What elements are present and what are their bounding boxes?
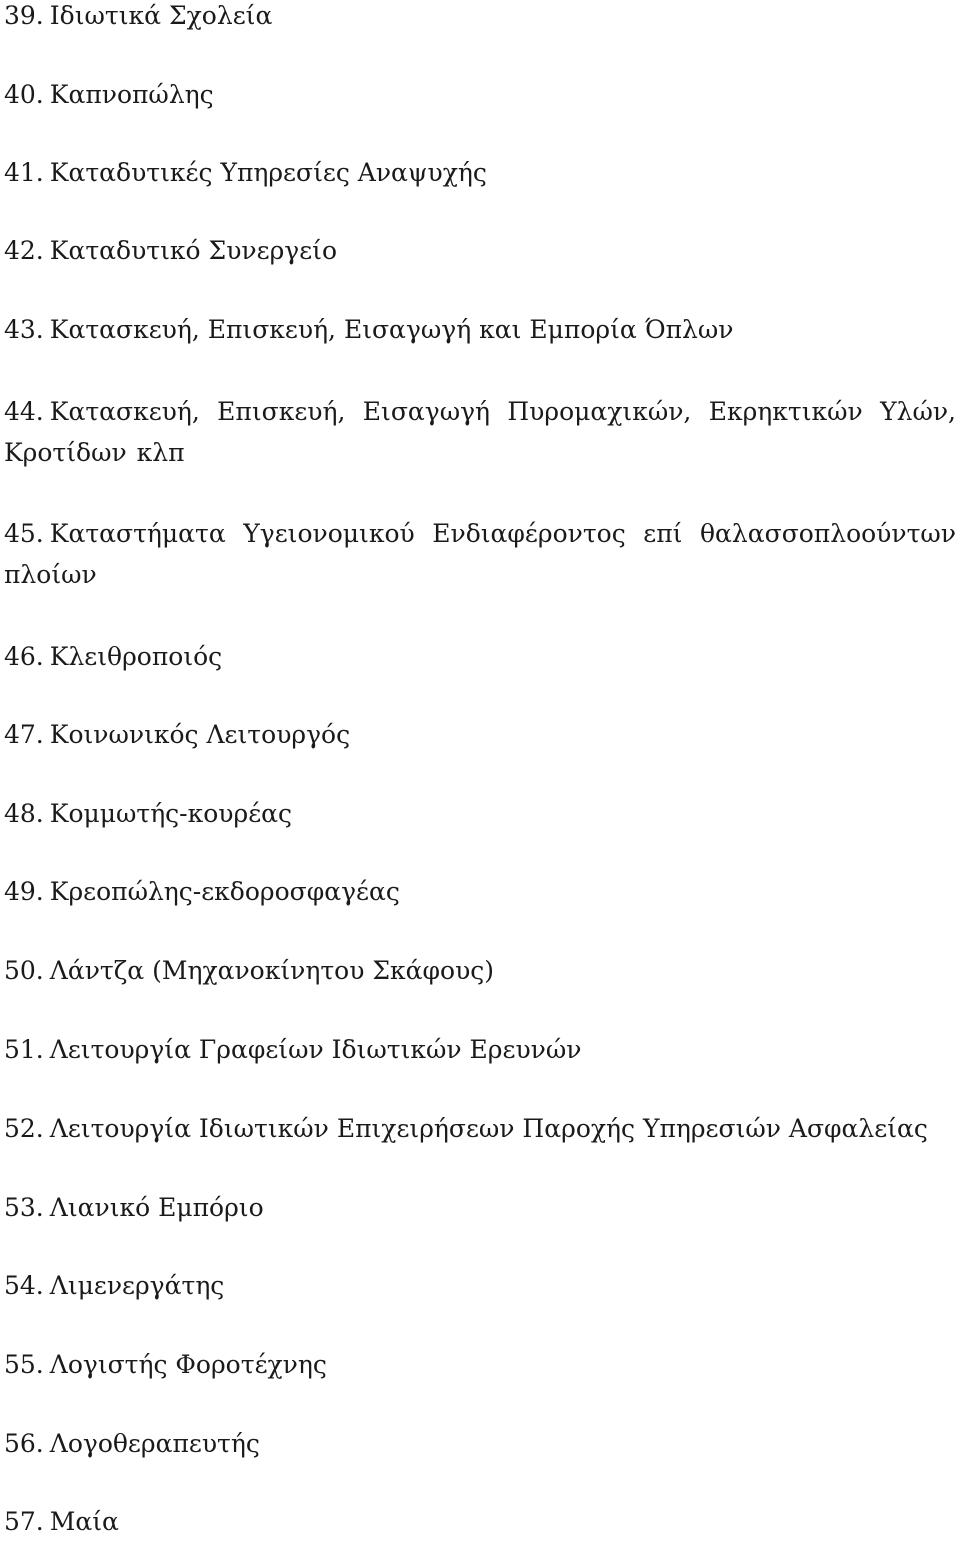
item-text: Λειτουργία Ιδιωτικών Επιχειρήσεων Παροχής Υπηρεσιών Ασφαλείας bbox=[49, 1114, 928, 1143]
item-text: Κομμωτής-κουρέας bbox=[49, 799, 293, 828]
list-item bbox=[4, 1188, 956, 1228]
item-text: Λιμενεργάτης bbox=[49, 1271, 225, 1300]
item-number: 52. bbox=[4, 1114, 44, 1143]
item-number: 50. bbox=[4, 956, 44, 985]
item-number: 46. bbox=[4, 642, 44, 671]
list-item bbox=[4, 1424, 956, 1464]
item-number: 47. bbox=[4, 720, 44, 749]
list-item bbox=[4, 637, 956, 677]
item-text: Καπνοπώλης bbox=[49, 80, 214, 109]
item-text: Λογοθεραπευτής bbox=[49, 1429, 260, 1458]
item-text: Ιδιωτικά Σχολεία bbox=[49, 1, 273, 30]
item-text: Λογιστής Φοροτέχνης bbox=[49, 1350, 327, 1379]
item-number: 53. bbox=[4, 1193, 44, 1222]
list-item bbox=[4, 0, 956, 36]
item-text: Κλειθροποιός bbox=[49, 642, 223, 671]
item-text: Κατασκευή, Επισκευή, Εισαγωγή και Εμπορία Όπλων bbox=[49, 315, 734, 344]
list-item bbox=[4, 231, 956, 271]
item-number: 57. bbox=[4, 1507, 44, 1536]
item-number: 51. bbox=[4, 1035, 44, 1064]
item-text: Κατασκευή, Επισκευή, Εισαγωγή Πυρομαχικών, Εκρηκτικών Υλών, Κροτίδων κλπ bbox=[4, 397, 956, 467]
item-text: Κρεοπώλης-εκδοροσφαγέας bbox=[49, 877, 400, 906]
item-number: 54. bbox=[4, 1271, 44, 1300]
item-number: 56. bbox=[4, 1429, 44, 1458]
list-item bbox=[4, 1109, 956, 1149]
item-text: Λιανικό Εμπόριο bbox=[49, 1193, 264, 1222]
item-number: 55. bbox=[4, 1350, 44, 1379]
item-number: 40. bbox=[4, 80, 44, 109]
item-number: 42. bbox=[4, 236, 44, 265]
item-number: 45. bbox=[4, 519, 44, 548]
list-item bbox=[4, 310, 956, 350]
item-number: 43. bbox=[4, 315, 44, 344]
item-number: 41. bbox=[4, 158, 44, 187]
item-number: 48. bbox=[4, 799, 44, 828]
item-number: 39. bbox=[4, 1, 44, 30]
list-item bbox=[4, 1345, 956, 1385]
list-item bbox=[4, 715, 956, 755]
list-item bbox=[4, 1266, 956, 1306]
list-item bbox=[4, 951, 956, 991]
item-text: Λειτουργία Γραφείων Ιδιωτικών Ερευνών bbox=[49, 1035, 582, 1064]
list-item bbox=[4, 794, 956, 834]
list-item bbox=[4, 1502, 956, 1542]
item-text: Καταδυτικό Συνεργείο bbox=[49, 236, 338, 265]
item-text: Λάντζα (Μηχανοκίνητου Σκάφους) bbox=[49, 956, 495, 985]
list-item bbox=[4, 75, 956, 115]
item-text: Καταστήματα Υγειονομικού Ενδιαφέροντος επί θαλασσοπλοούντων πλοίων bbox=[4, 519, 956, 589]
item-text: Μαία bbox=[49, 1507, 119, 1536]
list-item bbox=[4, 153, 956, 193]
item-text: Καταδυτικές Υπηρεσίες Αναψυχής bbox=[49, 158, 487, 187]
list-item bbox=[4, 513, 956, 595]
list-item bbox=[4, 1030, 956, 1070]
item-text: Κοινωνικός Λειτουργός bbox=[49, 720, 351, 749]
list-item bbox=[4, 872, 956, 912]
list-item bbox=[4, 391, 956, 473]
item-number: 49. bbox=[4, 877, 44, 906]
item-number: 44. bbox=[4, 397, 44, 426]
